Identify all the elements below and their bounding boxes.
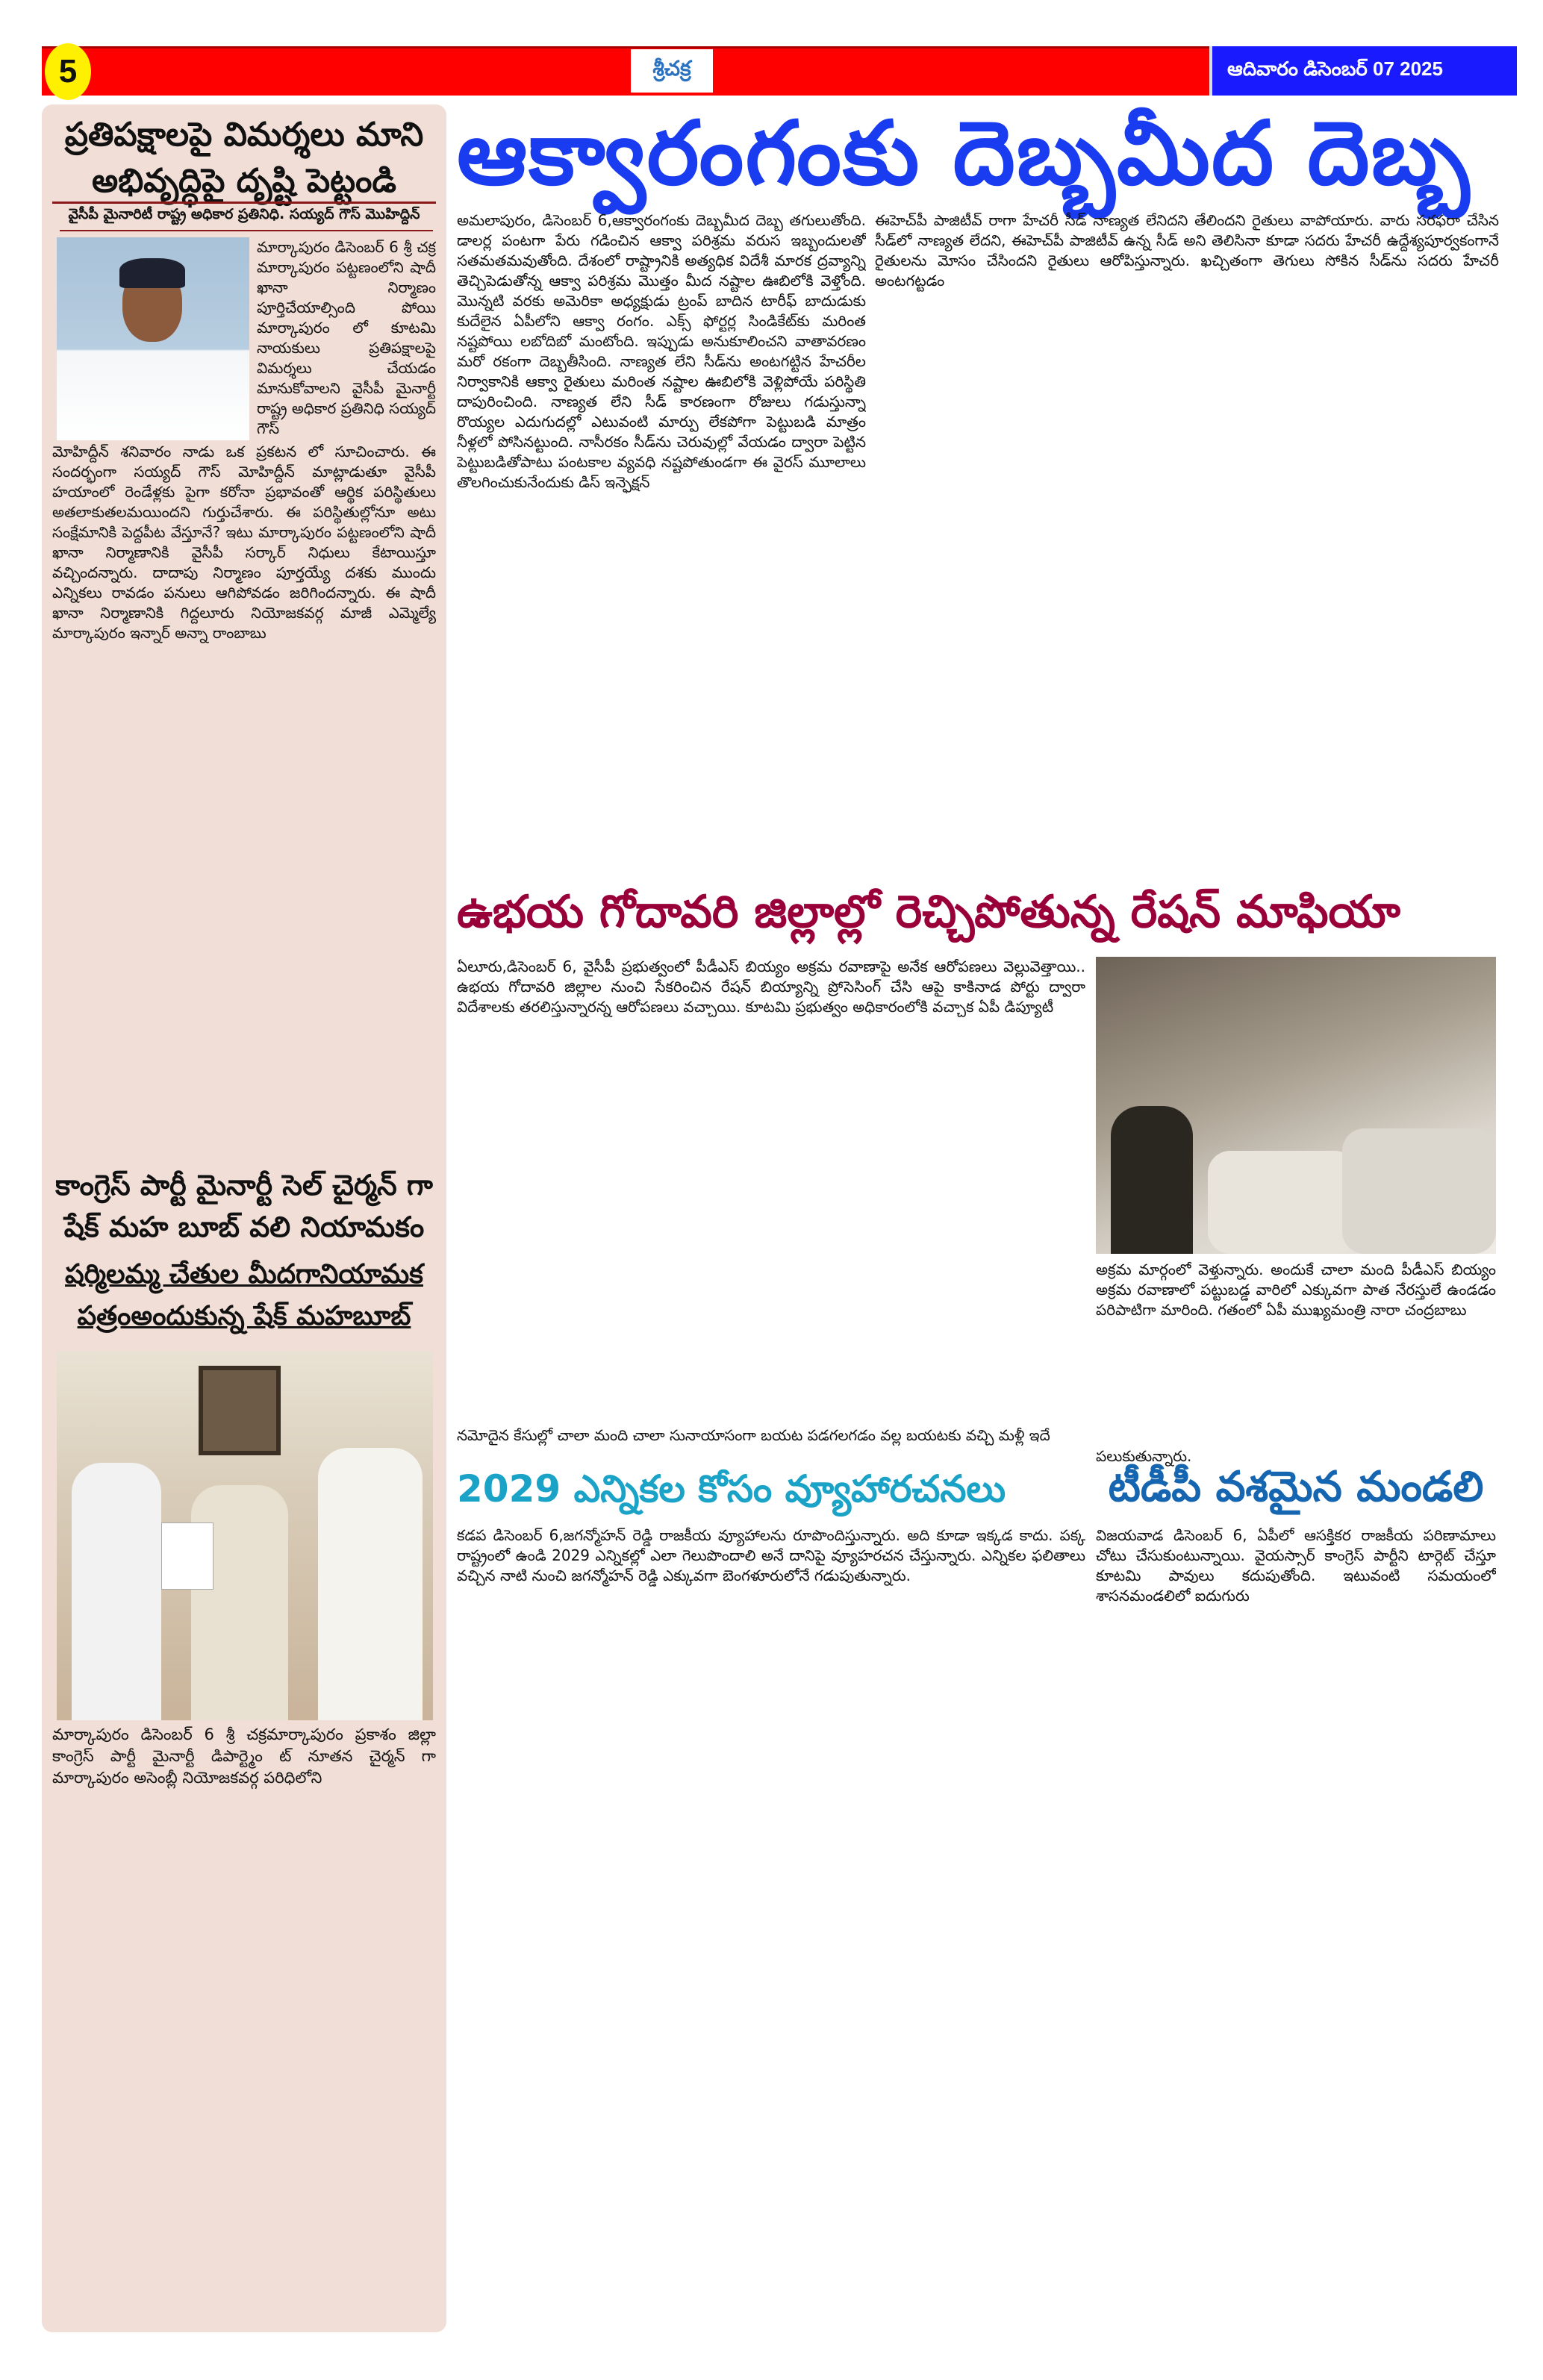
congress-story-body: మార్కాపురం డిసెంబర్ 6 శ్రీ చక్రమార్కాపురం ప్రకాశం జిల్లా కాంగ్రెస్ పార్టీ మైనార్టీ డిపార్ట్మెం ట్ నూతన చైర్మన్ గా మార్కాపురం అసెంబ్లీ నియోజకవర్గ పరిధిలోని [52,1725,436,1787]
lead-body-col1: అమలాపురం, డిసెంబర్ 6,ఆక్వారంగంకు దెబ్బమీద దెబ్బ తగులుతోంది. డాలర్ల పంటగా పేరు గడించిన ఆక్వా పరిశ్రమ వరుస ఇబ్బందులతో సతమతమవుతోంది. దేశంలో రాష్ట్రానికి అత్యధిక విదేశీ మారక ద్రవ్యాన్ని తెచ్చిపెడుతోన్న ఆక్వా పరిశ్రమ మొత్తం మీద నష్టాల ఊబిలోకి వెళ్తోంది. మొన్నటి వరకు అమెరికా అధ్యక్షుడు ట్రంప్ బాదిన టారీఫ్ బాదుడుకు కుదేలైన ఏపీలోని ఆక్వా రంగం. ఎక్స్ ఫోర్టర్ల సిండికేట్‌కు మరింత నష్టపోయి లబోదిబో మంటోంది. ఇప్పుడు అనుకూలించని వాతావరణం మరో రకంగా దెబ్బతీసింది. నాణ్యత లేని సీడ్‌ను అంటగట్టిన హేచరీల నిర్వాకానికి ఆక్వా రైతులు మరింత నష్టాల ఊబిలోకి వెళ్లిపోయే పరిస్థితి దాపురించింది. నాణ్యత లేని సీడ్ కారణంగా రోజులు గడుస్తున్నా రొయ్యల ఎదుగుదల్లో ఎటువంటి మార్పు లేకపోగా పెట్టుబడి మాత్రం నీళ్లలో పోసినట్టుంది. నాసీరకం సీడ్‌ను చెరువుల్లో వేయడం ద్వారా పెట్టిన పెట్టుబడితోపాటు పంటకాల వ్యవధి నష్టపోతుండగా ఈ వైరస్ మూలాలు తొలగించుకునేందుకు డిస్ ఇన్ఫెక్షన్ [457,211,866,491]
election-body: కడప డిసెంబర్ 6,జగన్మోహన్ రెడ్డి రాజకీయ వ్యూహాలను రూపొందిస్తున్నారు. అది కూడా ఇక్కడ కాదు. పక్క రాష్ట్రంలో ఉండి 2029 ఎన్నికల్లో ఎలా గెలుపొందాలి అనే దానిపై వ్యూహరచన చేస్తున్నారు. ఎన్నికల ఫలితాలు వచ్చిన నాటి నుంచి జగన్మోహన్ రెడ్డి ఎక్కువగా బెంగళూరులోనే గడుపుతున్నారు. [457,1526,1085,1584]
portrait-hair [119,258,185,288]
framed-portrait [199,1366,281,1455]
ration-headline: ఉభయ గోదావరి జిల్లాల్లో రెచ్చిపోతున్న రేషన్ మాఫియా [457,886,1400,938]
left-story-body: మోహిద్దీన్ శనివారం నాడు ఒక ప్రకటన లో సూచించారు. ఈ సందర్భంగా సయ్యద్ గౌస్ మోహిద్దీన్ మాట్లాడుతూ వైసీపీ హయాంలో రెండేళ్లకు పైగా కరోనా ప్రభావంతో ఆర్థిక పరిస్థితులు అతలాకుతలమయిందని గుర్తుచేశారు. ఈ పరిస్థితుల్లోనూ అటు సంక్షేమానికి పెద్దపీట వేస్తూనే? ఇటు మార్కాపురం పట్టణంలోని షాదీ ఖానా నిర్మాణానికి వైసీపీ సర్కార్ నిధులు కేటాయిస్తూ వచ్చిందన్నారు. దాదాపు నిర్మాణం పూర్తయ్యే దశకు ముందు ఎన్నికలు రావడం పనులు ఆగిపోవడం జరిగిందన్నారు. ఈ షాదీ ఖానా నిర్మాణానికి గిద్దలూరు నియోజకవర్గ మాజీ ఎమ్మెల్యే మార్కాపురం ఇన్నార్ అన్నా రాంబాబు [52,443,436,642]
divider [60,230,433,231]
rice-bag [1208,1151,1357,1254]
ration-body-right-tail: పలుకుతున్నారు. [1096,1447,1192,1465]
person-figure [1111,1106,1193,1254]
left-story-headline: ప్రతిపక్షాలపై విమర్శలు మాని అభివృద్ధిపై దృష్టి పెట్టండి [64,116,424,200]
newspaper-logo: శ్రీచక్ర [631,49,713,93]
ration-body-right: అక్రమ మార్గంలో వెళ్తున్నారు. అందుకే చాలా మంది పీడీఎస్ బియ్యం అక్రమ రవాణాలో పట్టుబడ్డ వారిలో ఎక్కువగా పాత నేరస్తులే ఉండడం పరిపాటిగా మారింది. గతంలో ఏపీ ముఖ్యమంత్రి నారా చంద్రబాబు [1096,1261,1496,1319]
council-body: విజయవాడ డిసెంబర్ 6, ఏపీలో ఆసక్తికర రాజకీయ పరిణామాలు చోటు చేసుకుంటున్నాయి. వైయస్సార్ కాంగ్రెస్ పార్టీని టార్గెట్ చేస్తూ కూటమి పావులు కదుపుతోంది. ఇటువంటి సమయంలో శాసనమండలిలో ఐదుగురు [1096,1526,1496,1605]
issue-date: ఆదివారం డిసెంబర్ 07 2025 [1209,46,1517,96]
rice-bag [1342,1128,1496,1254]
left-story-body-side: మార్కాపురం డిసెంబర్ 6 శ్రీ చక్ర మార్కాపురం పట్టణంలోని షాదీ ఖానా నిర్మాణం పూర్తిచేయాల్సింది పోయి మార్కాపురం లో కూటమి నాయకులు ప్రతిపక్షాలపై విమర్శలు చేయడం మానుకోవాలని వైసీపీ మైనార్టీ రాష్ట్ర అధికార ప్రతినిధి సయ్యద్ గౌస్ [257,238,436,437]
person-center [191,1485,288,1720]
congress-story-subheadline: షర్మిలమ్మ చేతుల మీదగానియామక పత్రంఅందుకున్న షేక్ మహబూబ్ [65,1259,423,1331]
lead-body-col2: ఈహెచ్‌పీ పాజిటీవ్ రాగా హేచరీ సీడ్ నాణ్యత లేనిదని తేలిందని రైతులు వాపోయారు. వారు సరఫరా చేసిన సీడ్‌లో నాణ్యత లేదని, ఈహెచ్‌పీ పాజిటీవ్ ఉన్న సీడ్ అని తెలిసినా కూడా సదరు హేచరీ ఉద్దేశ్యపూర్వకంగానే రైతులను మోసం చేసిందని రైతులు ఆరోపిస్తున్నారు. ఖచ్చితంగా తెగులు సోకిన సీడ్‌ను సదరు హేచరీ అంటగట్టడం [875,211,1499,290]
ration-body: ఏలూరు,డిసెంబర్ 6, వైసీపీ ప్రభుత్వంలో పీడీఎస్ బియ్యం అక్రమ రవాణాపై అనేక ఆరోపణలు వెల్లువెత్తాయి.. ఉభయ గోదావరి జిల్లాల నుంచి సేకరించిన రేషన్ బియ్యాన్ని ప్రోసెసింగ్ చేసి ఆపై కాకినాడ పోర్టు ద్వారా విదేశాలకు తరలిస్తున్నారన్న ఆరోపణలు వచ్చాయి. కూటమి ప్రభుత్వం అధికారంలోకి వచ్చాక ఏపీ డిప్యూటీ [457,958,1085,1016]
page-number-badge: 5 [45,43,91,100]
congress-story-headline: కాంగ్రెస్ పార్టీ మైనార్టీ సెల్ చైర్మన్ గా షేక్ మహ బూబ్ వలి నియామకం [55,1169,433,1243]
portrait-photo [57,237,249,440]
ceremony-photo [57,1351,433,1720]
appointment-letter [161,1522,213,1590]
rice-bags-photo [1096,957,1496,1254]
person-right [318,1448,423,1720]
person-left [72,1463,161,1720]
divider [52,202,436,204]
lead-headline: ఆక్వారంగంకు దెబ్బమీద దెబ్బ [457,101,1471,204]
left-story-byline: వైసీపీ మైనారిటీ రాష్ట్ర అధికార ప్రతినిధి. సయ్యద్ గౌస్ మొహిద్దిన్ [68,206,420,222]
ration-body-tail: నమోదైన కేసుల్లో చాలా మంది చాలా సునాయాసంగా బయట పడగలగడం వల్ల బయటకు వచ్చి మళ్లీ ఇదే [457,1426,1050,1444]
election-headline: 2029 ఎన్నికల కోసం వ్యూహారచనలు [457,1467,1006,1511]
council-headline: టీడీపీ వశమైన మండలి [1108,1463,1484,1511]
